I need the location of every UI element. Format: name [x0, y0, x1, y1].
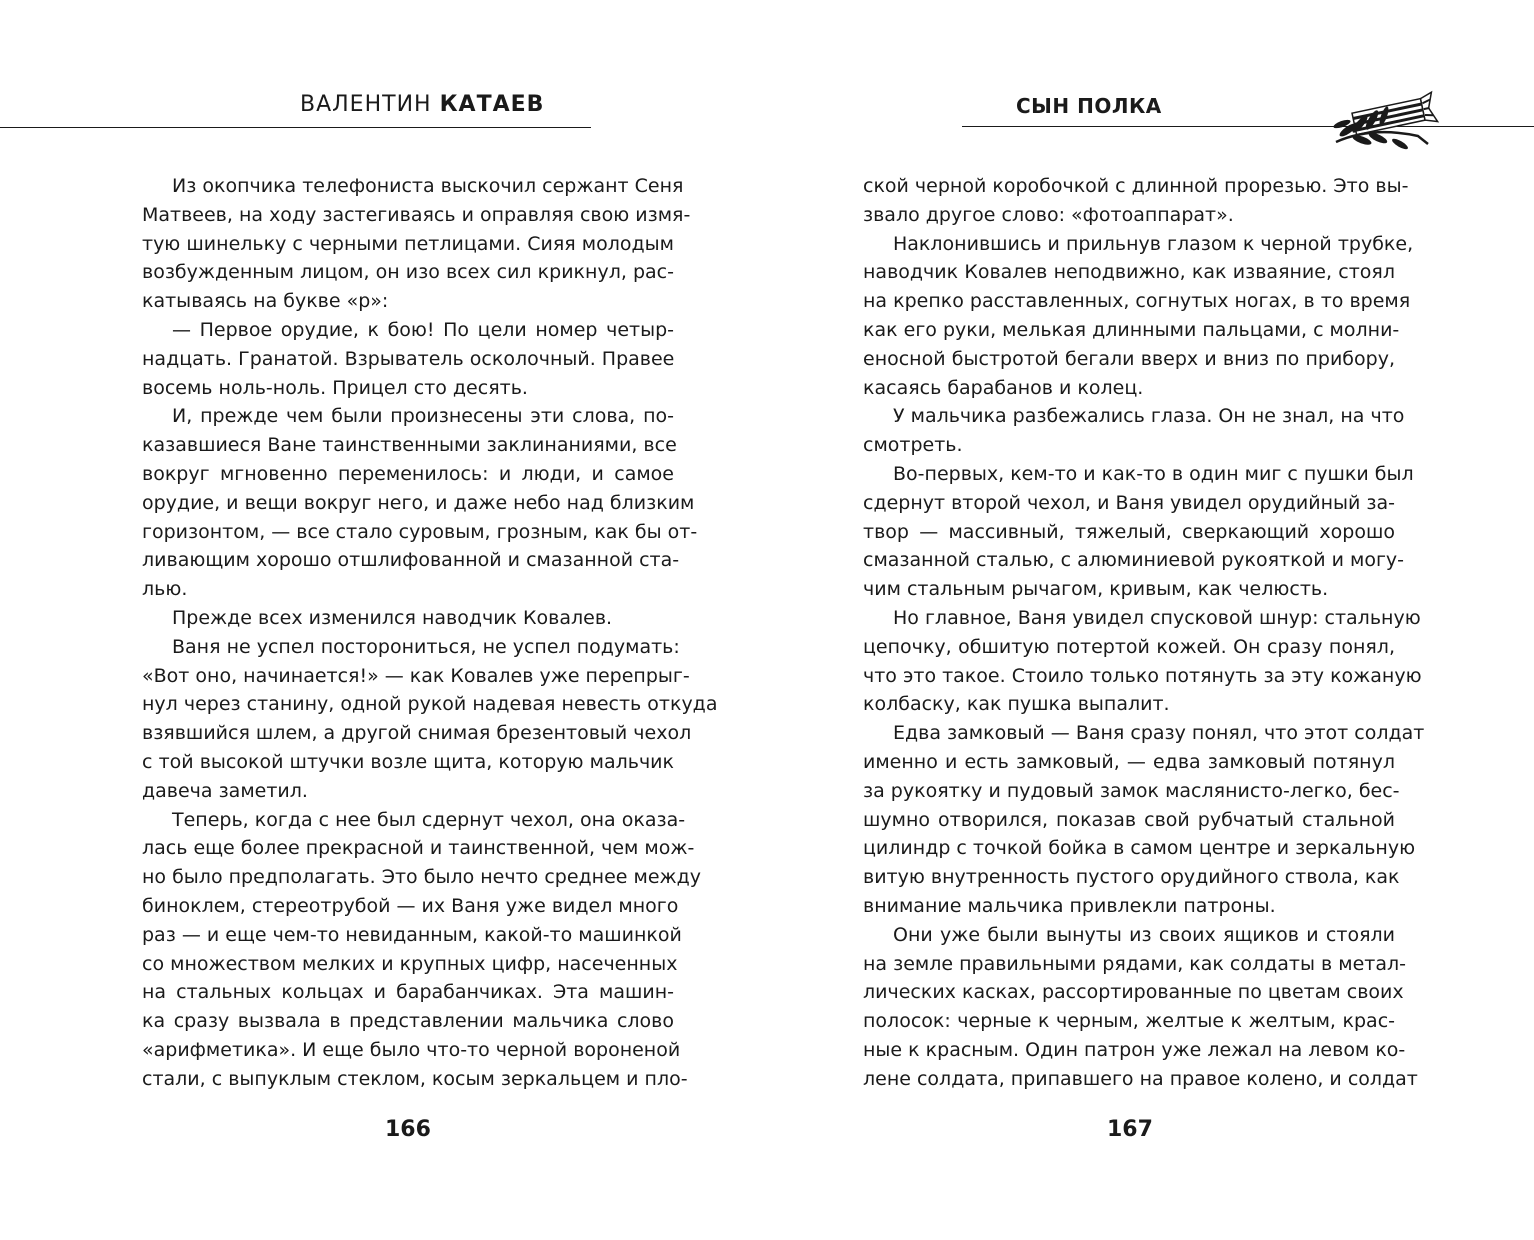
text-line: раз — и еще чем-то невиданным, какой-то машинкой	[142, 923, 682, 946]
running-header-title: СЫН ПОЛКА	[1016, 94, 1162, 118]
text-line: Теперь, когда с нее был сдернут чехол, она оказа-	[172, 808, 686, 831]
text-line: Ваня не успел посторониться, не успел подумать:	[172, 635, 680, 658]
text-line: Едва замковый — Ваня сразу понял, что этот солдат	[893, 722, 1425, 745]
text-line: колбаску, как пушка выпалит.	[863, 693, 1170, 716]
text-line: на крепко расставленных, согнутых ногах, в то время	[863, 290, 1411, 313]
text-line: именно и есть замковый, — едва замковый потянул	[863, 750, 1395, 773]
text-line: ка сразу вызвала в представлении мальчика слово	[142, 1010, 674, 1033]
text-line: тую шинельку с черными петлицами. Сияя молодым	[142, 232, 674, 255]
text-line: шумно отворился, показав свой рубчатый стальной	[863, 808, 1395, 831]
text-line: биноклем, стереотрубой — их Ваня уже видел много	[142, 894, 679, 917]
text-line: на земле правильными рядами, как солдаты в метал-	[863, 952, 1407, 975]
text-line: смазанной сталью, с алюминиевой рукояткой и могу-	[863, 549, 1405, 572]
text-line: Матвеев, на ходу застегиваясь и оправляя свою измя-	[142, 203, 691, 226]
text-line: «арифметика». И еще было что-то черной вороненой	[142, 1038, 681, 1061]
text-line: ливающим хорошо отшлифованной и смазанной ста-	[142, 549, 680, 572]
text-line: надцать. Гранатой. Взрыватель осколочный. Правее	[142, 347, 675, 370]
text-line: казавшиеся Ване таинственными заклинаниями, все	[142, 434, 677, 457]
text-line: горизонтом, — все стало суровым, грозным, как бы от-	[142, 520, 698, 543]
text-line: звало другое слово: «фотоаппарат».	[863, 203, 1234, 226]
text-line: давеча заметил.	[142, 779, 308, 802]
page-number: 167	[1107, 1117, 1153, 1142]
text-line: нул через станину, одной рукой надевая невесть откуда	[142, 693, 718, 716]
text-line: орудие, и вещи вокруг него, и даже небо над близким	[142, 491, 695, 514]
text-line: ской черной коробочкой с длинной прорезью. Это вы-	[863, 175, 1409, 197]
text-line: — Первое орудие, к бою! По цели номер четыр-	[172, 318, 674, 341]
text-line: Они уже были вынуты из своих ящиков и стояли	[893, 923, 1395, 946]
text-line: внимание мальчика привлекли патроны.	[863, 894, 1276, 917]
text-line: вокруг мгновенно переменилось: и люди, и самое	[142, 462, 674, 485]
text-line: полосок: черные к черным, желтые к желтым, крас-	[863, 1010, 1395, 1033]
text-line: возбужденным лицом, он изо всех сил крикнул, рас-	[142, 261, 674, 284]
text-line: лась еще более прекрасной и таинственной, чем мож-	[142, 837, 695, 860]
text-line: взявшийся шлем, а другой снимая брезентовый чехол	[142, 722, 692, 745]
text-line: еносной быстротой бегали вверх и вниз по прибору,	[863, 347, 1395, 370]
right-page	[767, 0, 1534, 1240]
text-line: наводчик Ковалев неподвижно, как изваяние, стоял	[863, 261, 1395, 284]
text-line: как его руки, мелькая длинными пальцами, с молни-	[863, 318, 1400, 341]
text-line: У мальчика разбежались глаза. Он не знал, на что	[893, 405, 1405, 428]
text-line: с той высокой штучки возле щита, которую мальчик	[142, 750, 674, 773]
text-line: лических касках, рассортированные по цветам своих	[863, 981, 1404, 1004]
text-line: лене солдата, припавшего на правое колено, и солдат	[863, 1067, 1418, 1090]
text-line: цепочку, обшитую потертой кожей. Он сразу понял,	[863, 635, 1395, 658]
running-header-author	[300, 92, 544, 117]
text-line: «Вот оно, начинается!» — как Ковалев уже перепрыг-	[142, 664, 690, 687]
text-line: И, прежде чем были произнесены эти слова, по-	[172, 405, 674, 428]
text-line: цилиндр с точкой бойка в самом центре и зеркальную	[863, 837, 1416, 860]
author-first-name: ВАЛЕНТИН	[300, 92, 432, 117]
text-line: катываясь на букве «р»:	[142, 290, 389, 313]
body-text	[142, 172, 718, 1094]
text-line: Наклонившись и прильнув глазом к черной трубке,	[893, 232, 1414, 255]
text-line: лью.	[142, 578, 188, 601]
text-line: Во-первых, кем-то и как-то в один миг с пушки был	[893, 462, 1414, 485]
text-line: на стальных кольцах и барабанчиках. Эта машин-	[142, 981, 674, 1004]
body-text	[863, 172, 1425, 1094]
text-line: твор — массивный, тяжелый, сверкающий хорошо	[863, 520, 1395, 543]
text-line: Но главное, Ваня увидел спусковой шнур: стальную	[893, 606, 1421, 629]
text-line: касаясь барабанов и колец.	[863, 376, 1144, 399]
laurel-ribbon-icon	[1332, 86, 1442, 152]
text-line: что это такое. Стоило только потянуть за эту кожаную	[863, 664, 1422, 687]
text-line: чим стальным рычагом, кривым, как челюсть.	[863, 578, 1329, 601]
text-line: стали, с выпуклым стеклом, косым зеркальцем и пло-	[142, 1067, 688, 1090]
text-line: за рукоятку и пудовый замок маслянисто-легко, бес-	[863, 779, 1400, 802]
text-line: Прежде всех изменился наводчик Ковалев.	[172, 606, 613, 629]
text-line: со множеством мелких и крупных цифр, насеченных	[142, 952, 678, 975]
text-line: сдернут второй чехол, и Ваня увидел орудийный за-	[863, 491, 1396, 514]
header-rule	[962, 126, 1534, 127]
text-line: ные к красным. Один патрон уже лежал на левом ко-	[863, 1038, 1406, 1061]
page-number: 166	[385, 1117, 431, 1142]
text-line: витую внутренность пустого орудийного ствола, как	[863, 866, 1400, 889]
author-last-name: КАТАЕВ	[439, 92, 545, 117]
text-line: Из окопчика телефониста выскочил сержант Сеня	[172, 175, 684, 197]
header-rule	[0, 127, 591, 128]
text-line: но было предполагать. Это было нечто среднее между	[142, 866, 702, 889]
text-line: восемь ноль-ноль. Прицел сто десять.	[142, 376, 528, 399]
text-line: смотреть.	[863, 434, 963, 457]
